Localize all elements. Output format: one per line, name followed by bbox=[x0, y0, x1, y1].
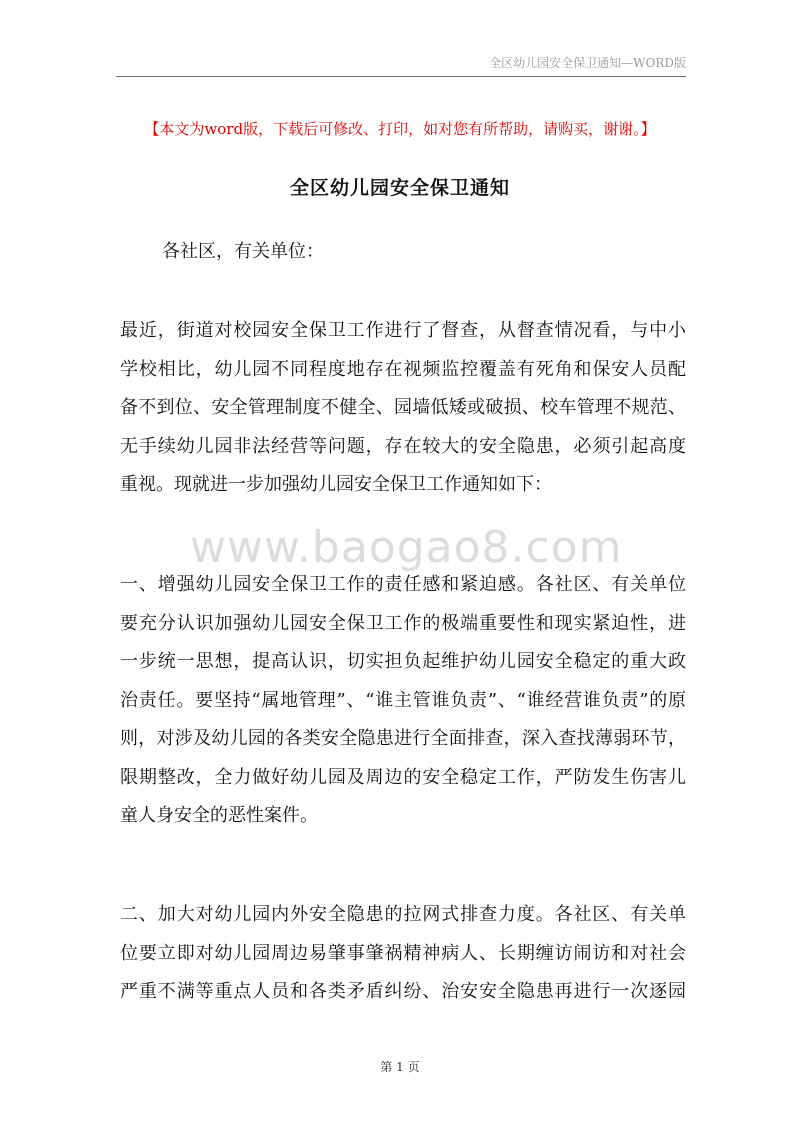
text-line: 位要立即对幼儿园周边易肇事肇祸精神病人、长期缠访闹访和对社会 bbox=[120, 942, 686, 964]
watermark: www.baogao8.com bbox=[190, 522, 623, 573]
text-line: 一、增强幼儿园安全保卫工作的责任感和紧迫感。各社区、有关单位 bbox=[120, 574, 686, 595]
text-line: 一步统一思想，提高认识，切实担负起维护幼儿园安全稳定的重大政 bbox=[120, 651, 686, 672]
text-line: 童人身安全的恶性案件。 bbox=[120, 805, 318, 826]
text-line: 则，对涉及幼儿园的各类安全隐患进行全面排查，深入查找薄弱环节， bbox=[120, 728, 686, 749]
text-line: 要充分认识加强幼儿园安全保卫工作的极端重要性和现实紧迫性，进 bbox=[120, 612, 686, 634]
text-line: 限期整改，全力做好幼儿园及周边的安全稳定工作，严防发生伤害儿 bbox=[120, 766, 686, 788]
text-line: 严重不满等重点人员和各类矛盾纠纷、治安安全隐患再进行一次逐园 bbox=[120, 981, 686, 1002]
paragraph-section-2 bbox=[120, 896, 686, 1012]
header-divider bbox=[116, 76, 686, 77]
text-line: 最近，街道对校园安全保卫工作进行了督查，从督查情况看，与中小 bbox=[120, 320, 686, 341]
text-line: 无手续幼儿园非法经营等问题，存在较大的安全隐患，必须引起高度 bbox=[120, 435, 686, 457]
document-title: 全区幼儿园安全保卫通知 bbox=[289, 177, 510, 199]
paragraph-section-1 bbox=[120, 566, 686, 836]
text-line: 学校相比，幼儿园不同程度地存在视频监控覆盖有死角和保安人员配 bbox=[120, 358, 686, 380]
text-line: 二、加大对幼儿园内外安全隐患的拉网式排查力度。各社区、有关单 bbox=[120, 904, 686, 925]
text-line: 治责任。要坚持“属地管理”、“谁主管谁负责”、“谁经营谁负责”的原 bbox=[120, 689, 686, 711]
running-header: 全区幼儿园安全保卫通知—WORD版 bbox=[489, 56, 686, 70]
salutation: 各社区，有关单位： bbox=[162, 241, 324, 262]
text-line: 备不到位、安全管理制度不健全、园墙低矮或破损、校车管理不规范、 bbox=[120, 397, 686, 418]
download-notice: 【本文为word版，下载后可修改、打印，如对您有所帮助，请购买，谢谢。】 bbox=[144, 120, 656, 138]
text-line: 重视。现就进一步加强幼儿园安全保卫工作通知如下： bbox=[120, 474, 552, 495]
paragraph-intro bbox=[120, 312, 686, 505]
page-number: 第 1 页 bbox=[380, 1060, 420, 1074]
